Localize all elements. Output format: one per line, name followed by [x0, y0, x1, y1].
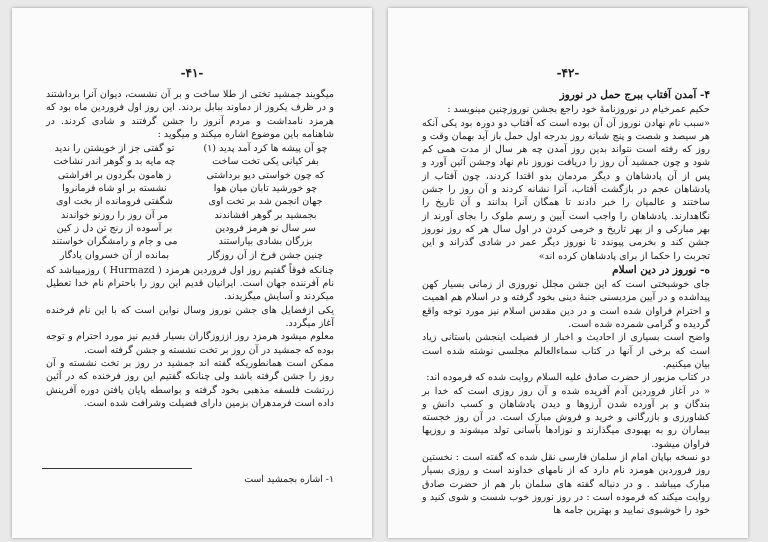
footnote: ۱- اشاره بجمشید است: [244, 474, 334, 485]
paragraph: میگویند جمشید تختی از طلا ساخت و بر آن نشست، دیوان آنرا برداشتند و در ظرف یکروز از دماوند ببابل بردند. این روز اول فروردین ماه بود که هرمزد نامداشت و مردم آنروز را جشن گرفتند و شادی کردند. در شاهنامه باین موضوع اشاره میکند و میگوید :: [46, 89, 334, 140]
poem-hemistich: ز هامون بگردون بر افراشتی: [57, 169, 172, 181]
paragraph: واضح است بسیاری از احادیث و اخبار از فضیلت اینجشن باستانی زیاد است که برخی از آنها در کتاب سماءالعالم مجلسی نوشته شده است بیان میکنیم.: [422, 332, 710, 370]
poem-hemistich: بجمشید بر گوهر افشاندند: [214, 209, 317, 221]
left-page: [12, 8, 372, 538]
paragraph: جای خوشبختی است که این جشن مجلل نوروزی از زمانی بسیار کهن پیداشده و در آیین مزدیسنی جنبهٔ دینی بخود گرفته و در اسلام هم اهمیت و احترام فراوان شده است و در دین مقدس اسلام نیز مورد توجه واقع گردیده و گرامی شمرده شده است.: [422, 279, 710, 331]
paragraph: «سبب نام نهادن نوروز آن آن بوده است که آفتاب دو دورہ بود یکی آنکه هر سیصد و شصت و پنج شبانه روز بدرجه اول حمل باز آید بهمان وقت و روز که رفته است نتواند بدین روز آمدن چه هر سال از مدت همی کم شود و چون جمشید آن روز را دریافت نوروز نام نهاد وجشن آئین آورد و پس از آن پادشاهان و دیگر مردمان بدو اقتدا کردند، چون آفتاب از پادشاهان عجم در بازگشت آفتاب، آنرا نشانه کردند و آن روز را جشن ساختند و عالمیان را خبر دادند تا همگان آنرا بدانند و آن تاریخ را نگاهدارند. پادشاهان را واجب است آیین و رسم ملوک را بجای آورند از بهر مبارکی و از بهر تاریخ و خرمی کردن در اول سال هر که روز نوروز جشن کند و بخرمی پیوندد تا نوروز دیگر عمر در شادی گذراند و این تجربت را حکما از برای پادشاهان کرده اند»: [422, 117, 710, 262]
section-heading: ۴- آمدن آفتاب ببرج حمل در نوروز: [559, 89, 710, 101]
poem-hemistich: مر آن روز را روزنو خواندند: [60, 209, 169, 221]
poem-hemistich: بمانده از آن خسروان یادگار: [59, 249, 170, 261]
poem-hemistich: جهان انجمن شد بر تخت اوی: [208, 196, 323, 208]
paragraph: « در آغاز فروردین آدم آفریده شده و آن روز روزی است که خدا بر بندگان و بر آورده شدن آرزوها و دیدن پادشاهان و کسب دانش و کشاورزی و بازرگانی و خرید و فروش مبارک است. در آن روز خجسته بیماران رو به بهبودی میگذارند و نوزادها بآسانی تولد میشوند و روزیها فراوان میشود.: [422, 385, 710, 450]
right-page: [388, 8, 748, 538]
poem-hemistich: سر سال نو هرمز فرودین: [215, 222, 316, 234]
poem-hemistich: چو خورشید تابان میان هوا: [213, 183, 318, 195]
page-body: [422, 88, 710, 518]
poem-hemistich: بر آسوده از رنج تن دل ز کین: [56, 222, 173, 234]
section-heading: ه- نوروز در دین اسلام: [612, 263, 710, 276]
poem-hemistich: تو گفتی جز از خویشتن را ندید: [54, 143, 175, 155]
poem-hemistich: شگفتی فرومانده از بخت اوی: [56, 196, 173, 208]
poem-hemistich: نشسته بر او شاه فرمانروا: [62, 183, 167, 195]
poem-hemistich: می و جام و رامشگران خواستند: [51, 236, 178, 248]
paragraph: معلوم میشود هرمزد روز اززوزگاران بسیار قدیم نیز مورد احترام و توجه بوده که جمشید در آن روز بر تخت نشسته و جشن گرفته است.: [46, 331, 334, 356]
poem-verses: [46, 142, 334, 262]
paragraph: چنانکه فوقاً گفتیم روز اول فروردین هرمزد ( Hurmazd ) روزمیباشد که نام آفرننده جهان است. ایرانیان قدیم این روز را باحترام نام خدا تعطیل میکردند و آسایش میگزیدند.: [46, 264, 334, 303]
footnote-divider: [42, 468, 192, 469]
paragraph: در کتاب مزبور از حضرت صادق علیه السلام روایت شده که فرموده اند:: [426, 372, 710, 384]
paragraph: یکی ازفضایل های جشن نوروز وسال نواین است که با این نام فرخنده آغاز میگردد.: [46, 304, 334, 330]
paragraph: ممکن است همانطوریکه گفته اند جمشید در روز بر تخت نشسته و آن روز را جشن گرفته باشد ولی چنانکه گفتیم این روز فرخنده که در آئین زرتشت فلسفه مذهبی بخود گرفته و بواسطه پایان یافتن دوره آفرینش داده است فرمدهران بزمین دارای فضیلت وشرافت شده است.: [46, 357, 334, 409]
paragraph: حکیم عمرخیام در نوروزنامهٔ خود راجع بجشن نوروزچنین مینویسد :: [447, 104, 710, 116]
poem-hemistich: چنین جشن فرخ از آن روزگار: [207, 249, 324, 261]
poem-hemistich: بفر کیانی یکی تخت ساخت: [212, 156, 319, 168]
poem-hemistich: چو آن پیشه ها کرد آمد پدید (۱): [203, 143, 328, 155]
poem-hemistich: چه مایه بد و گوهر اندر نشاخت: [53, 156, 176, 168]
poem-hemistich: بزرگان بشادی بیاراستند: [218, 236, 313, 248]
paragraph: دو نسخه بپاپان امام از سلمان فارسی نقل شده که گفته است : نخستین روز فروردین هومزد نام دارد که از نامهای خداوند است و روزی بسیار مبارک میباشد . و در دنباله گفته های سلمان بار هم از حضرت صادق روایت میکند که فرموده است : در روز نوروز خوب شست و شوی کنید و خود را خوشبوی نمایید و بهترین جامه ها: [422, 452, 710, 517]
page-body: [46, 88, 334, 410]
page-number: -۴۱-: [180, 66, 204, 80]
poem-hemistich: که چون خواستی دیو برداشتی: [206, 169, 325, 181]
page-number: -۴۲-: [556, 66, 580, 80]
